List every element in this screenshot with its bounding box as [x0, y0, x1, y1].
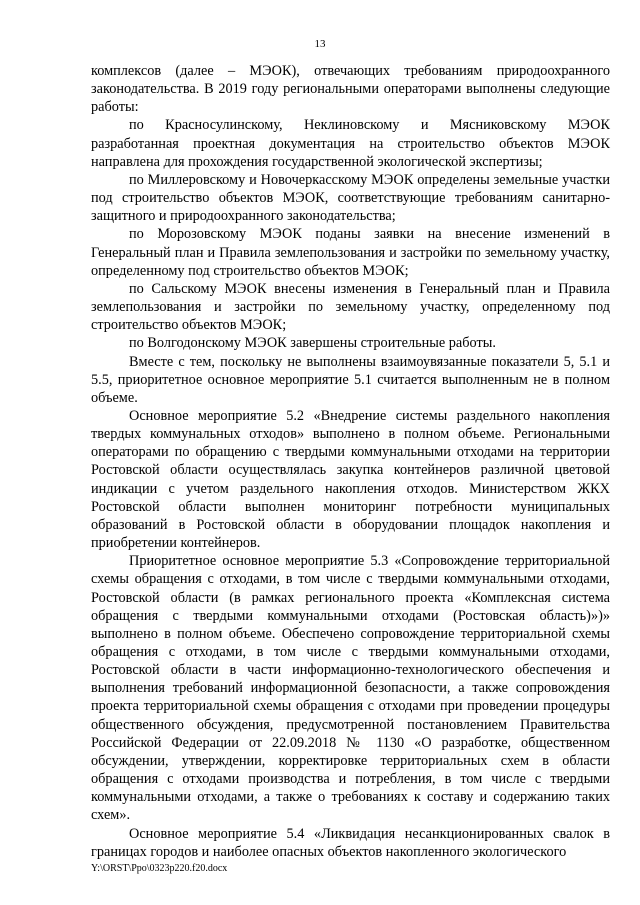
page-number: 13 [314, 38, 326, 50]
paragraph-10: Основное мероприятие 5.4 «Ликвидация несанкционированных свалок в границах городов и наиболее опасных объектов накопленного экологического [91, 825, 610, 860]
paragraph-7: Вместе с тем, поскольку не выполнены взаимоувязанные показатели 5, 5.1 и 5.5, приоритетное основное мероприятие 5.1 считается выполненным не в полном объеме. [91, 353, 610, 406]
paragraph-4: по Морозовскому МЭОК поданы заявки на внесение изменений в Генеральный план и Правила землепользования и застройки по земельному участку, определенному под строительство объектов МЭОК; [91, 226, 610, 279]
paragraph-2: по Красносулинскому, Неклиновскому и Мясниковскому МЭОК разработанная проектная документация на строительство объектов МЭОК направлена для прохождения государственной экологической экспертизы; [91, 117, 610, 170]
paragraph-8: Основное мероприятие 5.2 «Внедрение системы раздельного накопления твердых коммунальных отходов» выполнено в полном объеме. Региональными операторами по обращению с твердыми коммунальными отходами на территории Ростовской области осуществлялась закупка контейнеров различной цветовой индикации с учетом раздельного накопления отходов. Министерством ЖКХ Ростовской области выполнен мониторинг потребности муниципальных образований в Ростовской области в оборудовании площадок накопления и приобретении контейнеров. [91, 407, 610, 552]
footer-file-path: Y:\ORST\Ppo\0323p220.f20.docx [91, 863, 228, 874]
paragraph-6: по Волгодонскому МЭОК завершены строительные работы. [129, 335, 496, 352]
paragraph-5: по Сальскому МЭОК внесены изменения в Генеральный план и Правила землепользования и застройки по земельному участку, определенному под строительство объектов МЭОК; [91, 280, 610, 334]
paragraph-9: Приоритетное основное мероприятие 5.3 «Сопровождение территориальной схемы обращения с отходами, в том числе с твердыми коммунальными отходами, Ростовской области (в рамках регионального проекта «Комплексная система обращения с твердыми коммунальными отходами (Ростовская область)»)» выполнено в полном объеме. Обеспечено сопровождение территориальной схемы обращения с отходами, в том числе с твердыми коммунальными отходами, Ростовской области в части информационно-технологического обеспечения и выполнения требований информационной безопасности, а также сопровождения проекта территориальной схемы обращения с отходами при проведении процедуры общественного обсуждения, предусмотренной постановлением Правительства Российской Федерации от 22.09.2018 № 1130 «О разработке, общественном обсуждении, утверждении, корректировке территориальных схем в области обращения с отходами производства и потребления, в том числе с твердыми коммунальными отходами, а также о требованиях к составу и содержанию таких схем». [91, 553, 610, 824]
document-body [91, 62, 610, 861]
paragraph-3: по Миллеровскому и Новочеркасскому МЭОК определены земельные участки под строительство объектов МЭОК, соответствующие требованиям санитарно-защитного и природоохранного законодательства; [91, 171, 610, 225]
paragraph-1: комплексов (далее – МЭОК), отвечающих требованиям природоохранного законодательства. В 2019 году региональными операторами выполнены следующие работы: [91, 63, 610, 116]
